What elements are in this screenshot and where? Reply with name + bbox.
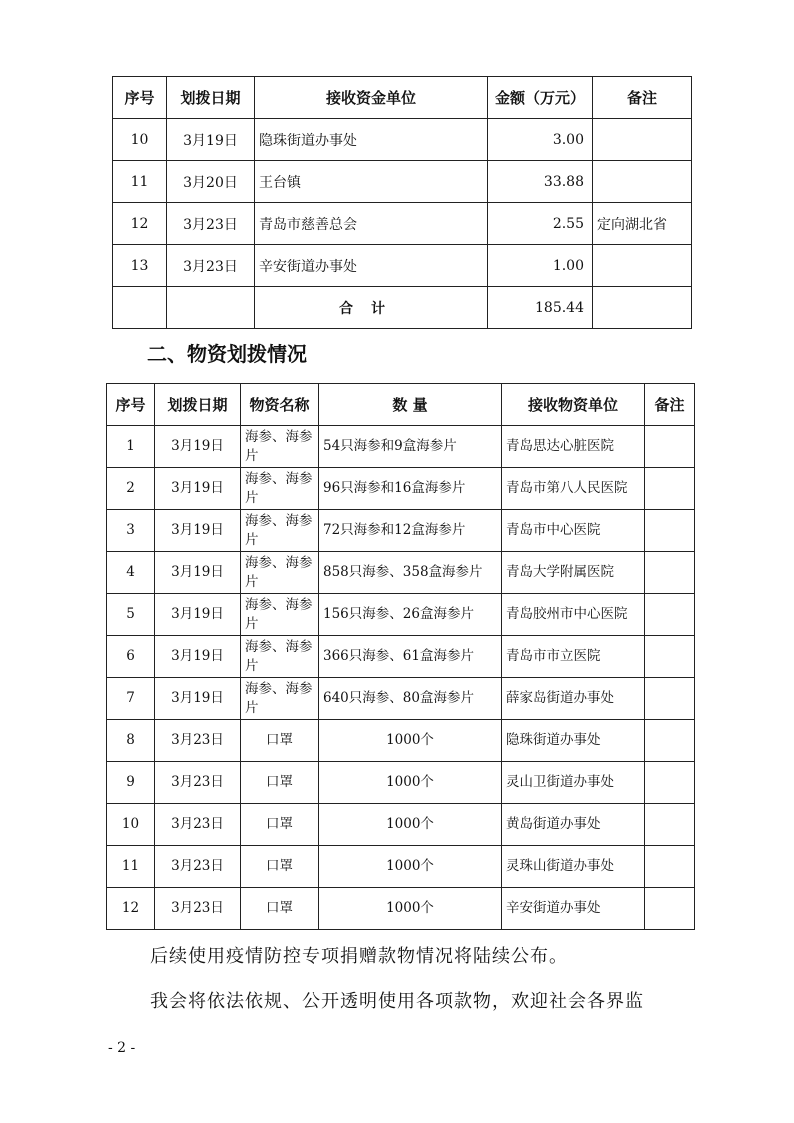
cell-note xyxy=(645,426,695,468)
cell-qty: 156只海参、26盒海参片 xyxy=(319,594,502,636)
table-row xyxy=(107,762,695,804)
cell-date: 3月23日 xyxy=(155,888,241,930)
cell-item: 口罩 xyxy=(241,804,319,846)
cell-date: 3月19日 xyxy=(167,119,255,161)
cell-no: 7 xyxy=(107,678,155,720)
cell-no: 12 xyxy=(113,203,167,245)
cell-item: 海参、海参片 xyxy=(241,426,319,468)
table-row xyxy=(107,720,695,762)
table-row xyxy=(107,510,695,552)
cell-item: 海参、海参片 xyxy=(241,636,319,678)
cell-qty: 858只海参、358盒海参片 xyxy=(319,552,502,594)
cell-item: 海参、海参片 xyxy=(241,678,319,720)
cell-no: 4 xyxy=(107,552,155,594)
materials-table xyxy=(106,383,695,930)
cell-note xyxy=(645,720,695,762)
table-row xyxy=(113,161,692,203)
cell-amount: 1.00 xyxy=(488,245,593,287)
cell-note xyxy=(593,119,692,161)
page-number: - 2 - xyxy=(108,1040,136,1056)
table-row xyxy=(107,552,695,594)
cell-item: 海参、海参片 xyxy=(241,468,319,510)
cell-note xyxy=(645,846,695,888)
cell-item: 口罩 xyxy=(241,888,319,930)
table-row xyxy=(107,426,695,468)
cell-date: 3月23日 xyxy=(155,804,241,846)
cell-qty: 54只海参和9盒海参片 xyxy=(319,426,502,468)
col-header-qty: 数 量 xyxy=(319,384,502,426)
cell-unit: 薛家岛街道办事处 xyxy=(502,678,645,720)
cell-unit: 辛安街道办事处 xyxy=(502,888,645,930)
cell-note xyxy=(645,762,695,804)
cell-note xyxy=(645,552,695,594)
cell-unit: 隐珠街道办事处 xyxy=(502,720,645,762)
cell-no: 12 xyxy=(107,888,155,930)
cell-date: 3月19日 xyxy=(155,594,241,636)
cell-date: 3月19日 xyxy=(155,468,241,510)
cell-no: 1 xyxy=(107,426,155,468)
cell-item: 口罩 xyxy=(241,720,319,762)
cell-no: 10 xyxy=(107,804,155,846)
cell-empty xyxy=(167,287,255,329)
cell-note xyxy=(645,468,695,510)
cell-qty: 96只海参和16盒海参片 xyxy=(319,468,502,510)
cell-unit: 青岛市第八人民医院 xyxy=(502,468,645,510)
cell-unit: 青岛市中心医院 xyxy=(502,510,645,552)
cell-amount: 2.55 xyxy=(488,203,593,245)
col-header-unit: 接收资金单位 xyxy=(255,77,488,119)
cell-note xyxy=(645,510,695,552)
cell-no: 3 xyxy=(107,510,155,552)
cell-date: 3月19日 xyxy=(155,552,241,594)
materials-table-header-row xyxy=(107,384,695,426)
cell-qty: 72只海参和12盒海参片 xyxy=(319,510,502,552)
table-row xyxy=(113,245,692,287)
funds-table-header-row xyxy=(113,77,692,119)
cell-no: 10 xyxy=(113,119,167,161)
cell-empty xyxy=(113,287,167,329)
cell-note: 定向湖北省 xyxy=(593,203,692,245)
cell-unit: 青岛大学附属医院 xyxy=(502,552,645,594)
cell-note xyxy=(593,161,692,203)
cell-unit: 青岛胶州市中心医院 xyxy=(502,594,645,636)
col-header-item: 物资名称 xyxy=(241,384,319,426)
cell-unit: 青岛市慈善总会 xyxy=(255,203,488,245)
paragraph: 我会将依法依规、公开透明使用各项款物，欢迎社会各界监 xyxy=(150,991,644,1012)
cell-date: 3月23日 xyxy=(167,203,255,245)
table-row xyxy=(107,636,695,678)
cell-unit: 灵山卫街道办事处 xyxy=(502,762,645,804)
col-header-note: 备注 xyxy=(593,77,692,119)
cell-unit: 辛安街道办事处 xyxy=(255,245,488,287)
cell-unit: 青岛市市立医院 xyxy=(502,636,645,678)
col-header-no: 序号 xyxy=(107,384,155,426)
table-row xyxy=(107,594,695,636)
table-row xyxy=(107,468,695,510)
cell-empty xyxy=(593,287,692,329)
cell-item: 海参、海参片 xyxy=(241,594,319,636)
cell-unit: 灵珠山街道办事处 xyxy=(502,846,645,888)
table-row xyxy=(113,203,692,245)
cell-qty: 1000个 xyxy=(319,888,502,930)
cell-date: 3月19日 xyxy=(155,510,241,552)
cell-date: 3月23日 xyxy=(155,762,241,804)
cell-no: 11 xyxy=(107,846,155,888)
cell-no: 2 xyxy=(107,468,155,510)
total-amount: 185.44 xyxy=(488,287,593,329)
paragraph: 后续使用疫情防控专项捐赠款物情况将陆续公布。 xyxy=(150,946,568,967)
section-title: 二、物资划拨情况 xyxy=(147,342,307,366)
cell-qty: 1000个 xyxy=(319,804,502,846)
table-row xyxy=(107,888,695,930)
cell-amount: 33.88 xyxy=(488,161,593,203)
cell-unit: 王台镇 xyxy=(255,161,488,203)
cell-no: 11 xyxy=(113,161,167,203)
funds-table xyxy=(112,76,692,329)
table-row xyxy=(107,846,695,888)
total-label: 合计 xyxy=(255,287,488,329)
cell-date: 3月19日 xyxy=(155,426,241,468)
cell-note xyxy=(593,245,692,287)
cell-no: 13 xyxy=(113,245,167,287)
cell-no: 9 xyxy=(107,762,155,804)
cell-no: 6 xyxy=(107,636,155,678)
cell-date: 3月23日 xyxy=(155,846,241,888)
cell-no: 8 xyxy=(107,720,155,762)
cell-note xyxy=(645,888,695,930)
cell-no: 5 xyxy=(107,594,155,636)
cell-unit: 青岛思达心脏医院 xyxy=(502,426,645,468)
cell-qty: 640只海参、80盒海参片 xyxy=(319,678,502,720)
cell-date: 3月23日 xyxy=(167,245,255,287)
cell-qty: 366只海参、61盒海参片 xyxy=(319,636,502,678)
cell-amount: 3.00 xyxy=(488,119,593,161)
col-header-date: 划拨日期 xyxy=(155,384,241,426)
cell-item: 海参、海参片 xyxy=(241,552,319,594)
cell-item: 口罩 xyxy=(241,846,319,888)
cell-date: 3月23日 xyxy=(155,720,241,762)
col-header-note: 备注 xyxy=(645,384,695,426)
cell-item: 海参、海参片 xyxy=(241,510,319,552)
cell-note xyxy=(645,594,695,636)
cell-date: 3月19日 xyxy=(155,636,241,678)
col-header-unit: 接收物资单位 xyxy=(502,384,645,426)
cell-qty: 1000个 xyxy=(319,720,502,762)
table-row xyxy=(107,804,695,846)
cell-date: 3月20日 xyxy=(167,161,255,203)
cell-unit: 黄岛街道办事处 xyxy=(502,804,645,846)
cell-item: 口罩 xyxy=(241,762,319,804)
cell-qty: 1000个 xyxy=(319,846,502,888)
cell-note xyxy=(645,804,695,846)
col-header-amount: 金额（万元） xyxy=(488,77,593,119)
col-header-no: 序号 xyxy=(113,77,167,119)
cell-note xyxy=(645,636,695,678)
table-row xyxy=(107,678,695,720)
cell-note xyxy=(645,678,695,720)
table-row xyxy=(113,119,692,161)
cell-unit: 隐珠街道办事处 xyxy=(255,119,488,161)
col-header-date: 划拨日期 xyxy=(167,77,255,119)
cell-date: 3月19日 xyxy=(155,678,241,720)
total-row xyxy=(113,287,692,329)
cell-qty: 1000个 xyxy=(319,762,502,804)
